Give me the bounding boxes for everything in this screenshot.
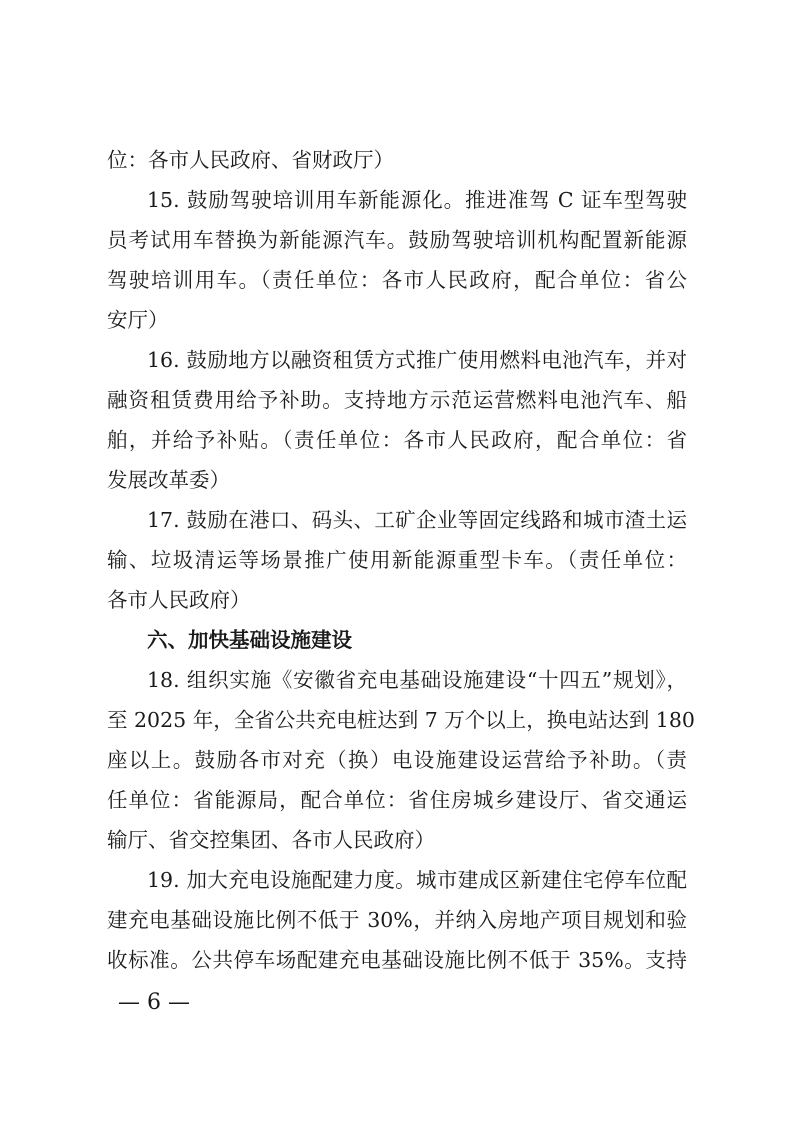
text-line: 建充电基础设施比例不低于 30%，并纳入房地产项目规划和验 <box>107 908 687 932</box>
text-line: 舶，并给予补贴。（责任单位：各市人民政府，配合单位：省 <box>107 428 687 452</box>
text-line: 发展改革委） <box>107 468 230 492</box>
text-line: 至 2025 年，全省公共充电桩达到 7 万个以上，换电站达到 180 <box>107 708 695 732</box>
page-number: — 6 — <box>118 990 190 1015</box>
text-line: 输厅、省交控集团、各市人民政府） <box>107 828 435 852</box>
text-line: 各市人民政府） <box>107 588 251 612</box>
text-line: 任单位：省能源局，配合单位：省住房城乡建设厅、省交通运 <box>107 788 687 812</box>
text-line: 驾驶培训用车。（责任单位：各市人民政府，配合单位：省公 <box>107 268 687 292</box>
text-line: 收标准。公共停车场配建充电基础设施比例不低于 35%。支持 <box>107 948 687 972</box>
item-16-line-1: 16. 鼓励地方以融资租赁方式推广使用燃料电池汽车，并对 <box>147 348 687 372</box>
item-15-line-1: 15. 鼓励驾驶培训用车新能源化。推进准驾 C 证车型驾驶 <box>147 188 687 212</box>
text-line: 位：各市人民政府、省财政厅） <box>107 148 394 172</box>
item-18-line-1: 18. 组织实施《安徽省充电基础设施建设“十四五”规划》， <box>147 668 687 692</box>
item-19-line-1: 19. 加大充电设施配建力度。城市建成区新建住宅停车位配 <box>147 868 687 892</box>
section-heading: 六、加快基础设施建设 <box>147 628 352 652</box>
text-line: 输、垃圾清运等场景推广使用新能源重型卡车。（责任单位： <box>107 548 687 572</box>
text-line: 融资租赁费用给予补助。支持地方示范运营燃料电池汽车、船 <box>107 388 687 412</box>
item-17-line-1: 17. 鼓励在港口、码头、工矿企业等固定线路和城市渣土运 <box>147 508 687 532</box>
text-line: 座以上。鼓励各市对充（换）电设施建设运营给予补助。（责 <box>107 748 687 772</box>
text-line: 安厅） <box>107 308 169 332</box>
text-line: 员考试用车替换为新能源汽车。鼓励驾驶培训机构配置新能源 <box>107 228 687 252</box>
